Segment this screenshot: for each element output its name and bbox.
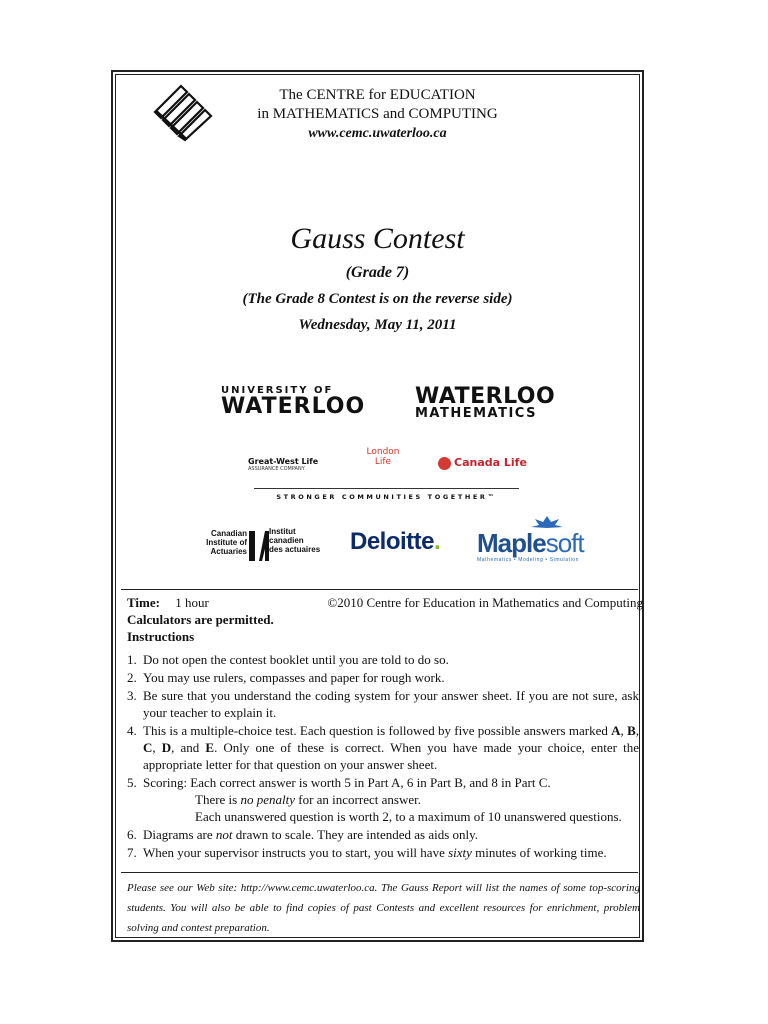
canada-life-logo	[438, 456, 527, 470]
stronger-communities-tagline: STRONGER COMMUNITIES TOGETHER™	[276, 493, 497, 501]
sep: ,	[152, 740, 162, 755]
scoring-line1: Scoring: Each correct answer is worth 5 in Part A, 6 in Part B, and 8 in Part C.	[143, 775, 551, 790]
great-west-life-logo	[248, 457, 318, 472]
cia-left-2: Institute of	[206, 538, 247, 547]
cia-left-text	[197, 529, 247, 556]
sep: ,	[635, 723, 640, 738]
contest-title: Gauss Contest	[290, 222, 465, 255]
gwl-sub: ASSURANCE COMPANY	[248, 466, 305, 472]
choice-d: D	[161, 740, 172, 755]
uw-logo-big-text: WATERLOO	[221, 394, 366, 419]
reverse-side-note: (The Grade 8 Contest is on the reverse side)	[242, 291, 513, 307]
waterloo-mathematics-logo	[415, 384, 555, 421]
maple-a: Maple	[477, 528, 546, 558]
deloitte-logo	[350, 528, 440, 556]
instruction-text: Be sure that you understand the coding system for your answer sheet. If you are not sure, ask your teacher to explain it.	[143, 688, 639, 720]
instruction-em: sixty	[448, 845, 472, 860]
cia-right-2: canadien	[269, 536, 304, 545]
university-of-waterloo-logo	[221, 385, 365, 419]
header-line1: The CENTRE for EDUCATION	[279, 87, 476, 103]
instruction-item	[127, 774, 639, 825]
scoring-line2-b: for an incorrect answer.	[295, 792, 421, 807]
london-life-line1: London	[366, 447, 400, 457]
time-value: 1 hour	[175, 595, 209, 610]
instruction-num: 4.	[127, 723, 137, 738]
copyright-notice: ©2010 Centre for Education in Mathematics and Computing	[327, 595, 643, 610]
cia-left-1: Canadian	[210, 529, 247, 538]
cia-right-text	[269, 527, 329, 554]
scoring-line2-em: no penalty	[240, 792, 295, 807]
scoring-line2-a: There is	[195, 792, 241, 807]
instruction-num: 5.	[127, 775, 137, 790]
cia-right-1: Institut	[269, 527, 296, 536]
instruction-em: not	[215, 827, 233, 842]
canada-life-name: Canada Life	[454, 456, 527, 469]
instructions-list	[127, 651, 639, 861]
contest-date: Wednesday, May 11, 2011	[298, 317, 457, 333]
instruction-item	[127, 722, 639, 773]
instruction-item	[127, 651, 639, 668]
deloitte-dot: .	[434, 528, 441, 555]
wm-logo-small-text: MATHEMATICS	[415, 406, 537, 421]
deloitte-name: Deloitte	[350, 528, 435, 555]
instruction-item	[127, 687, 639, 721]
instruction-num: 1.	[127, 652, 137, 667]
cia-right-3: des actuaires	[269, 545, 321, 554]
maplesoft-tagline: Mathematics • Modeling • Simulation	[477, 557, 580, 563]
canada-life-mark-icon	[438, 457, 451, 470]
instruction-item	[127, 826, 639, 843]
instruction-text: . Only one of these is correct. When you have made your choice, enter the appropriate letter for that question on your answer sheet.	[143, 740, 640, 772]
cia-left-3: Actuaries	[210, 547, 247, 556]
maplesoft-name	[477, 528, 584, 559]
instruction-num: 3.	[127, 688, 137, 703]
choice-b: B	[627, 723, 636, 738]
instruction-item	[127, 844, 639, 861]
cia-mark-icon	[247, 527, 271, 563]
cemc-header	[113, 86, 642, 143]
maplesoft-logo	[477, 520, 584, 563]
instruction-num: 2.	[127, 670, 137, 685]
wm-logo-big-text: WATERLOO	[415, 384, 556, 409]
instructions-heading: Instructions	[127, 629, 195, 644]
scoring-line3: Each unanswered question is worth 2, to a maximum of 10 unanswered questions.	[195, 809, 622, 824]
time-row	[127, 594, 643, 611]
sponsor-divider	[254, 488, 519, 489]
maple-leaf-icon	[517, 516, 577, 530]
instruction-text: drawn to scale. They are intended as aids only.	[232, 827, 479, 842]
london-life-line2: Life	[374, 457, 392, 467]
sep: , and	[171, 740, 206, 755]
instruction-item	[127, 669, 639, 686]
maple-b: soft	[545, 528, 584, 558]
info-top-rule	[121, 589, 638, 590]
scoring-line2	[143, 791, 639, 808]
header-line2: in MATHEMATICS and COMPUTING	[257, 106, 498, 122]
contest-grade: (Grade 7)	[345, 264, 410, 281]
time-label: Time:	[127, 595, 160, 610]
sep: ,	[620, 723, 628, 738]
cia-logo	[197, 527, 327, 571]
note-top-rule	[121, 872, 638, 873]
instruction-num: 6.	[127, 827, 137, 842]
choice-c: C	[143, 740, 153, 755]
instruction-num: 7.	[127, 845, 137, 860]
instruction-text: Do not open the contest booklet until you are told to do so.	[143, 652, 449, 667]
instruction-text: You may use rulers, compasses and paper for rough work.	[143, 670, 445, 685]
contest-info	[127, 594, 643, 862]
instruction-text: When your supervisor instructs you to start, you will have	[143, 845, 449, 860]
choice-e: E	[205, 740, 215, 755]
website-note: Please see our Web site: http://www.cemc.uwaterloo.ca. The Gauss Report will list the names of some top-scoring students. You will also be able to find copies of past Contests and excellent resources for enrichment, problem solving and contest preparation.	[127, 882, 640, 934]
instruction-text: Diagrams are	[143, 827, 216, 842]
london-life-logo	[363, 447, 403, 467]
instruction-text: minutes of working time.	[471, 845, 607, 860]
instruction-text: This is a multiple-choice test. Each question is followed by five possible answers marked	[143, 723, 612, 738]
gwl-name: Great-West Life	[248, 457, 319, 466]
sponsors-row	[248, 447, 528, 483]
choice-a: A	[611, 723, 621, 738]
uw-logo-small-text: UNIVERSITY OF	[221, 385, 334, 396]
header-url[interactable]: www.cemc.uwaterloo.ca	[308, 126, 447, 141]
cover-frame	[111, 70, 644, 942]
calculators-note: Calculators are permitted.	[127, 612, 274, 627]
